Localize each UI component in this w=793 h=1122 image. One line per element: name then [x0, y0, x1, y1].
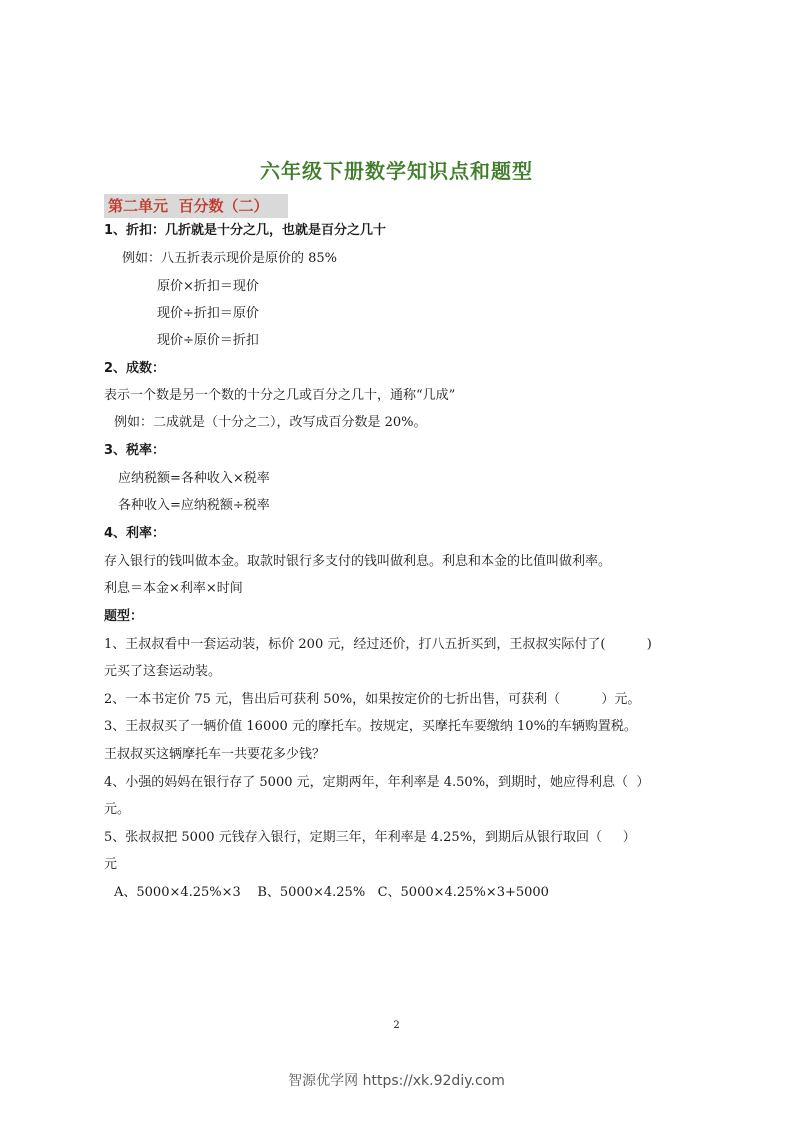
question-line: 2、一本书定价 75 元，售出后可获利 50%，如果按定价的七折出售，可获利（ ）元。 [104, 692, 641, 707]
text-line: 表示一个数是另一个数的十分之几或百分之几十，通称“几成” [104, 388, 456, 403]
formula-line: 现价÷原价＝折扣 [157, 333, 259, 348]
questions-heading: 题型： [104, 609, 144, 624]
formula-line: 应纳税额=各种收入×税率 [118, 471, 270, 486]
formula-line: 现价÷折扣＝原价 [157, 306, 259, 321]
formula-line: 原价×折扣＝现价 [157, 279, 259, 294]
question-line: 王叔叔买这辆摩托车一共要花多少钱？ [104, 747, 326, 762]
question-line: 3、王叔叔买了一辆价值 16000 元的摩托车。按规定，买摩托车要缴纳 10%的车辆购置税。 [104, 719, 637, 734]
question-line: 元 [104, 857, 118, 872]
section-discount-heading: 1、折扣：几折就是十分之几，也就是百分之几十 [104, 223, 387, 238]
question-line: 4、小强的妈妈在银行存了 5000 元，定期两年，年利率是 4.50%，到期时，她应得利息（ ） [104, 775, 650, 790]
formula-line: 各种收入=应纳税额÷税率 [118, 498, 270, 513]
page-number: 2 [393, 1020, 400, 1031]
text-line: 例如：二成就是（十分之二），改写成百分数是 20%。 [114, 415, 427, 430]
question-line: 1、王叔叔看中一套运动装，标价 200 元，经过还价，打八五折买到，王叔叔实际付了( ) [104, 637, 652, 652]
question-line: 元。 [104, 802, 131, 817]
formula-line: 利息＝本金×利率×时间 [104, 581, 243, 596]
page-title: 六年级下册数学知识点和题型 [260, 159, 533, 183]
question-line: 元买了这套运动装。 [104, 664, 222, 679]
section-percentage-heading: 2、成数： [104, 361, 166, 376]
discount-example: 例如：八五折表示现价是原价的 85% [122, 251, 338, 266]
answer-options: A、5000×4.25%×3 B、5000×4.25% C、5000×4.25%×3+5000 [114, 885, 549, 900]
section-tax-heading: 3、税率： [104, 443, 166, 458]
section-interest-heading: 4、利率： [104, 526, 166, 541]
footer-watermark: 智源优学网 https://xk.92diy.com [288, 1073, 505, 1089]
question-line: 5、张叔叔把 5000 元钱存入银行，定期三年，年利率是 4.25%，到期后从银行取回（ ） [104, 830, 636, 845]
unit-heading: 第二单元 百分数（二） [104, 194, 288, 218]
text-line: 存入银行的钱叫做本金。取款时银行多支付的钱叫做利息。利息和本金的比值叫做利率。 [104, 554, 612, 569]
